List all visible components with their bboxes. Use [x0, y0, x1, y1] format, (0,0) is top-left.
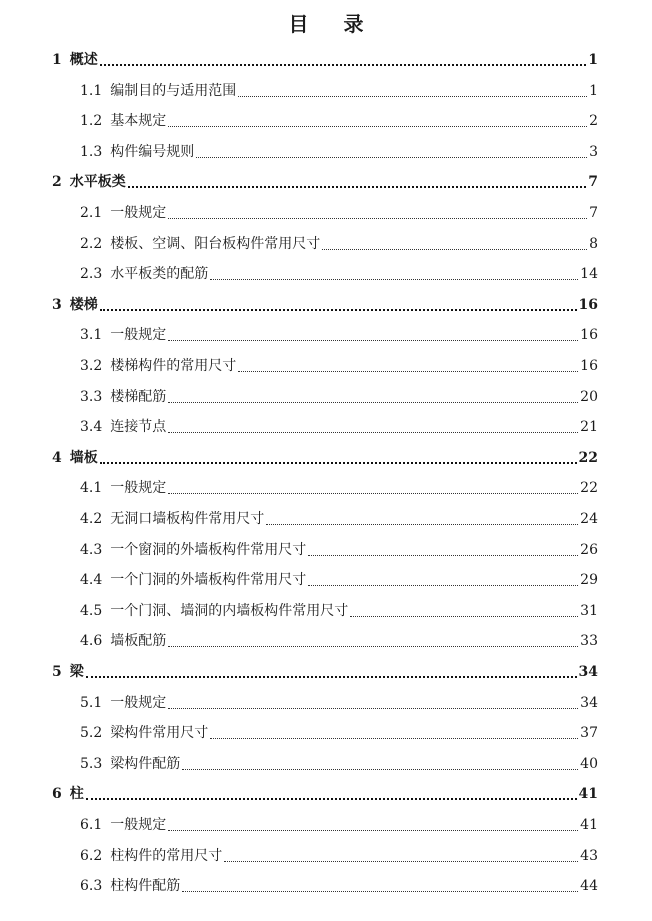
toc-entry-number: 2.2 [80, 235, 103, 252]
toc-entry-number: 1.2 [80, 113, 103, 130]
toc-entry-number: 4.5 [80, 602, 103, 619]
toc-entry-number: 4.6 [80, 633, 103, 650]
toc-dot-leader [322, 249, 587, 250]
toc-entry-number: 2 [52, 174, 62, 191]
toc-page-number: 37 [580, 725, 598, 742]
toc-page-number: 8 [589, 235, 598, 252]
toc-entry-number: 1.1 [80, 82, 103, 99]
toc-entry-number: 4 [52, 449, 62, 466]
toc-page-number: 7 [589, 205, 598, 221]
toc-section-entry[interactable] [80, 72, 598, 100]
toc-section-entry[interactable] [80, 622, 598, 650]
toc-dot-leader [168, 432, 578, 433]
toc-page-number: 14 [580, 266, 598, 283]
toc-entry-number: 5.3 [80, 755, 103, 772]
toc-entry-number: 3.4 [80, 419, 103, 436]
toc-entry-number: 5.1 [80, 694, 103, 711]
toc-entry-title: 墙板配筋 [110, 633, 167, 650]
toc-entry-number: 3.3 [80, 388, 103, 405]
toc-dot-leader [168, 830, 578, 831]
toc-page-number: 16 [580, 358, 598, 374]
toc-entry-number: 1.3 [80, 143, 103, 160]
toc-chapter-entry[interactable] [52, 286, 598, 314]
toc-chapter-entry[interactable] [52, 439, 598, 467]
toc-entry-number: 2.3 [80, 266, 103, 283]
toc-entry-title: 柱构件配筋 [110, 878, 181, 895]
toc-page-number: 21 [580, 419, 598, 436]
toc-dot-leader [238, 371, 578, 372]
toc-dot-leader [196, 157, 587, 158]
toc-entry-title: 楼梯 [69, 296, 98, 313]
toc-page-number: 16 [580, 327, 598, 344]
toc-dot-leader [350, 616, 578, 617]
toc-section-entry[interactable] [80, 225, 598, 253]
toc-entry-title: 基本规定 [110, 113, 167, 130]
toc-section-entry[interactable] [80, 684, 598, 712]
toc-section-entry[interactable] [80, 194, 598, 222]
toc-entry-title: 梁 [69, 664, 84, 680]
toc-chapter-entry[interactable] [52, 653, 598, 681]
toc-section-entry[interactable] [80, 408, 598, 436]
toc-dot-leader [182, 891, 578, 892]
toc-dot-leader [238, 96, 587, 97]
toc-dot-leader [128, 186, 587, 188]
toc-page-number: 40 [580, 755, 598, 772]
toc-page-number: 16 [578, 296, 598, 313]
toc-page-number: 20 [580, 388, 598, 405]
toc-dot-leader [308, 555, 578, 556]
toc-entry-title: 一般规定 [110, 327, 167, 344]
toc-page-number: 43 [580, 847, 598, 864]
toc-dot-leader [168, 646, 578, 647]
toc-section-entry[interactable] [80, 255, 598, 283]
toc-section-entry[interactable] [80, 714, 598, 742]
toc-dot-leader [100, 462, 577, 464]
toc-section-entry[interactable] [80, 745, 598, 773]
toc-dot-leader [168, 708, 578, 709]
toc-page-number: 22 [578, 449, 598, 466]
toc-entry-title: 连接节点 [110, 419, 167, 436]
toc-section-entry[interactable] [80, 469, 598, 497]
toc-dot-leader [210, 279, 578, 280]
toc-entry-title: 概述 [69, 52, 98, 68]
toc-dot-leader [100, 309, 577, 311]
toc-dot-leader [168, 493, 578, 494]
toc-entry-number: 4.4 [80, 572, 103, 589]
page-title: 目 录 [288, 12, 378, 36]
toc-section-entry[interactable] [80, 592, 598, 620]
toc-page-number: 33 [580, 633, 598, 650]
toc-page-number: 7 [588, 174, 598, 191]
toc-page-number: 34 [580, 694, 598, 711]
toc-entry-number: 4.1 [80, 480, 103, 497]
toc-page-number: 29 [580, 572, 598, 589]
toc-entry-title: 楼板、空调、阳台板构件常用尺寸 [110, 235, 321, 252]
toc-entry-title: 一般规定 [110, 205, 167, 221]
toc-section-entry[interactable] [80, 500, 598, 528]
toc-page-number: 44 [580, 878, 598, 895]
toc-entry-title: 一个门洞的外墙板构件常用尺寸 [110, 572, 307, 589]
toc-entry-title: 一般规定 [110, 694, 167, 711]
toc-dot-leader [182, 769, 578, 770]
toc-chapter-entry[interactable] [52, 775, 598, 803]
toc-page-number: 3 [589, 143, 598, 160]
toc-entry-title: 楼梯构件的常用尺寸 [110, 358, 237, 374]
toc-page-number: 1 [588, 52, 598, 68]
toc-dot-leader [168, 218, 587, 219]
toc-entry-title: 一般规定 [110, 480, 167, 497]
toc-entry-number: 4.3 [80, 541, 103, 558]
toc-page-number: 31 [580, 602, 598, 619]
toc-entry-number: 6.1 [80, 817, 103, 833]
toc-page-number: 41 [580, 817, 598, 833]
toc-entry-title: 楼梯配筋 [110, 388, 167, 405]
toc-entry-number: 6.3 [80, 878, 103, 895]
toc-section-entry[interactable] [80, 102, 598, 130]
toc-page-number: 34 [578, 664, 598, 680]
toc-entry-title: 编制目的与适用范围 [110, 82, 237, 99]
toc-entry-number: 1 [52, 52, 62, 68]
toc-section-entry[interactable] [80, 867, 598, 895]
toc-chapter-entry[interactable] [52, 163, 598, 191]
toc-dot-leader [224, 861, 578, 862]
toc-entry-title: 构件编号规则 [110, 143, 195, 160]
toc-dot-leader [210, 738, 578, 739]
toc-entry-title: 柱构件的常用尺寸 [110, 847, 223, 864]
toc-entry-title: 水平板类的配筋 [110, 266, 209, 283]
toc-page-number: 1 [589, 82, 598, 99]
toc-page-number: 22 [580, 480, 598, 497]
toc-entry-title: 水平板类 [69, 174, 126, 191]
toc-dot-leader [86, 798, 577, 800]
toc-dot-leader [86, 676, 577, 678]
toc-entry-title: 一般规定 [110, 817, 167, 833]
toc-entry-number: 3.2 [80, 358, 103, 374]
toc-dot-leader [168, 126, 587, 127]
toc-entry-number: 3.1 [80, 327, 103, 344]
toc-entry-number: 5 [52, 664, 62, 680]
toc-dot-leader [100, 64, 587, 66]
toc-page-number: 41 [578, 786, 598, 803]
toc-entry-title: 柱 [69, 786, 84, 803]
toc-entry-title: 梁构件常用尺寸 [110, 725, 209, 742]
toc-entry-title: 墙板 [69, 449, 98, 466]
toc-section-entry[interactable] [80, 837, 598, 865]
toc-section-entry[interactable] [80, 531, 598, 559]
toc-dot-leader [266, 524, 578, 525]
toc-entry-number: 6 [52, 786, 62, 803]
toc-dot-leader [168, 340, 578, 341]
toc-section-entry[interactable] [80, 561, 598, 589]
toc-entry-title: 一个窗洞的外墙板构件常用尺寸 [110, 541, 307, 558]
toc-section-entry[interactable] [80, 133, 598, 161]
toc-entry-title: 无洞口墙板构件常用尺寸 [110, 511, 265, 527]
toc-section-entry[interactable] [80, 378, 598, 406]
toc-page-number: 26 [580, 541, 598, 558]
toc-section-entry[interactable] [80, 806, 598, 834]
toc-section-entry[interactable] [80, 347, 598, 375]
toc-entry-number: 5.2 [80, 725, 103, 742]
toc-chapter-entry[interactable] [52, 41, 598, 69]
toc-page-number: 2 [589, 113, 598, 130]
toc-entry-number: 2.1 [80, 205, 103, 221]
toc-entry-title: 一个门洞、墙洞的内墙板构件常用尺寸 [110, 602, 349, 619]
toc-entry-number: 6.2 [80, 847, 103, 864]
toc-section-entry[interactable] [80, 316, 598, 344]
toc-dot-leader [168, 402, 578, 403]
toc-dot-leader [308, 585, 578, 586]
toc-page-number: 24 [580, 511, 598, 527]
toc-entry-number: 3 [52, 296, 62, 313]
toc-entry-number: 4.2 [80, 511, 103, 527]
toc-entry-title: 梁构件配筋 [110, 755, 181, 772]
